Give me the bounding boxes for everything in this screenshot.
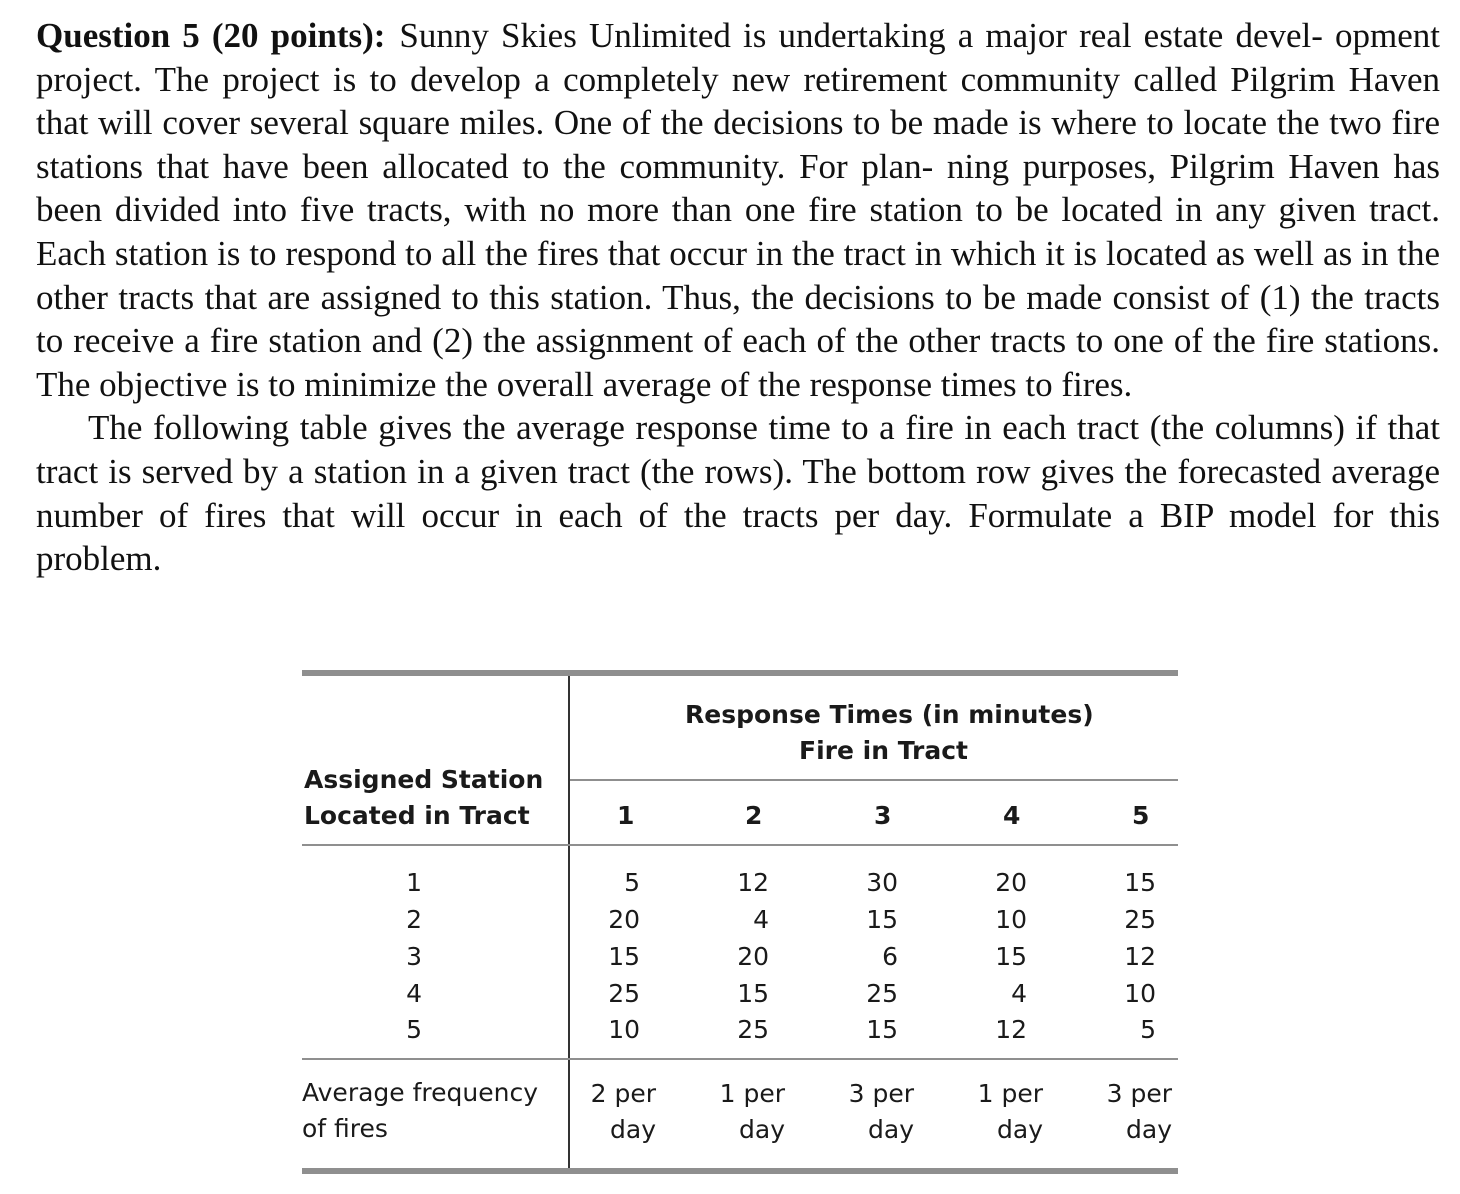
column-header-2: 2: [745, 801, 763, 830]
value-cell: 12: [995, 1015, 1027, 1044]
station-cell: 1: [406, 868, 422, 897]
question-text: [36, 14, 1440, 581]
frequency-cell: 3 per day: [1106, 1079, 1172, 1144]
value-cell: 5: [624, 868, 640, 897]
value-cell: 12: [737, 868, 769, 897]
value-cell: 20: [608, 905, 640, 934]
value-cell: 10: [608, 1015, 640, 1044]
value-cell: 12: [1124, 942, 1156, 971]
station-cell: 2: [406, 905, 422, 934]
value-cell: 25: [608, 979, 640, 1008]
frequency-cell: 2 per day: [590, 1079, 656, 1144]
question-label: Question 5 (20 points):: [36, 16, 386, 55]
value-cell: 25: [1124, 905, 1156, 934]
body-bottom-rule: [302, 1058, 1178, 1060]
question-paragraph-1: [36, 14, 1440, 406]
station-cell: 4: [406, 979, 422, 1008]
value-cell: 15: [866, 1015, 898, 1044]
value-cell: 4: [1011, 979, 1027, 1008]
value-cell: 15: [995, 942, 1027, 971]
response-time-table: [302, 670, 1178, 1174]
frequency-cell: 1 per day: [977, 1079, 1043, 1144]
value-cell: 15: [737, 979, 769, 1008]
value-cell: 15: [866, 905, 898, 934]
value-cell: 25: [866, 979, 898, 1008]
value-cell: 15: [608, 942, 640, 971]
value-cell: 4: [753, 905, 769, 934]
question-body: Sunny Skies Unlimited is undertaking a major real estate devel- opment project. The project is to develop a completely new retirement community called Pilgrim Haven that will cover several square miles. One of the decisions to be made is where to locate the two fire stations that have been allocated to the community. For plan- ning purposes, Pilgrim Haven has been divided into five tracts, with no more than one fire station to be located in any given tract. Each station is to respond to all the fires that occur in the tract in which it is located as well as in the other tracts that are assigned to this station. Thus, the decisions to be made consist of (1) the tracts to receive a fire station and (2) the assignment of each of the other tracts to one of the fire stations. The objective is to minimize the overall average of the response times to fires.: [36, 16, 1440, 404]
value-cell: 30: [866, 868, 898, 897]
station-cell: 3: [406, 942, 422, 971]
header-fire-in-tract: Fire in Tract: [799, 736, 968, 765]
value-cell: 20: [737, 942, 769, 971]
value-cell: 20: [995, 868, 1027, 897]
table-top-rule: [302, 670, 1178, 676]
station-cell: 5: [406, 1015, 422, 1044]
frequency-cell: 3 per day: [848, 1079, 914, 1144]
column-header-1: 1: [617, 801, 635, 830]
frequency-label-line1: Average frequency: [302, 1078, 538, 1107]
header-response-times: Response Times (in minutes): [685, 700, 1094, 729]
value-cell: 10: [1124, 979, 1156, 1008]
value-cell: 10: [995, 905, 1027, 934]
column-header-3: 3: [874, 801, 892, 830]
header-span-rule: [570, 779, 1178, 781]
value-cell: 15: [1124, 868, 1156, 897]
value-cell: 5: [1140, 1015, 1156, 1044]
column-header-5: 5: [1132, 801, 1150, 830]
header-bottom-rule: [302, 844, 1178, 846]
row-header-line1: Assigned Station: [304, 765, 544, 794]
frequency-cell: 1 per day: [719, 1079, 785, 1144]
frequency-label-line2: of fires: [302, 1114, 388, 1143]
row-header-line2: Located in Tract: [304, 801, 530, 830]
value-cell: 6: [882, 942, 898, 971]
table-bottom-rule: [302, 1168, 1178, 1174]
column-header-4: 4: [1003, 801, 1021, 830]
question-paragraph-2: The following table gives the average response time to a fire in each tract (the columns) if that tract is served by a station in a given tract (the rows). The bottom row gives the forecasted average number of fires that will occur in each of the tracts per day. Formulate a BIP model for this problem.: [36, 408, 1440, 579]
value-cell: 25: [737, 1015, 769, 1044]
